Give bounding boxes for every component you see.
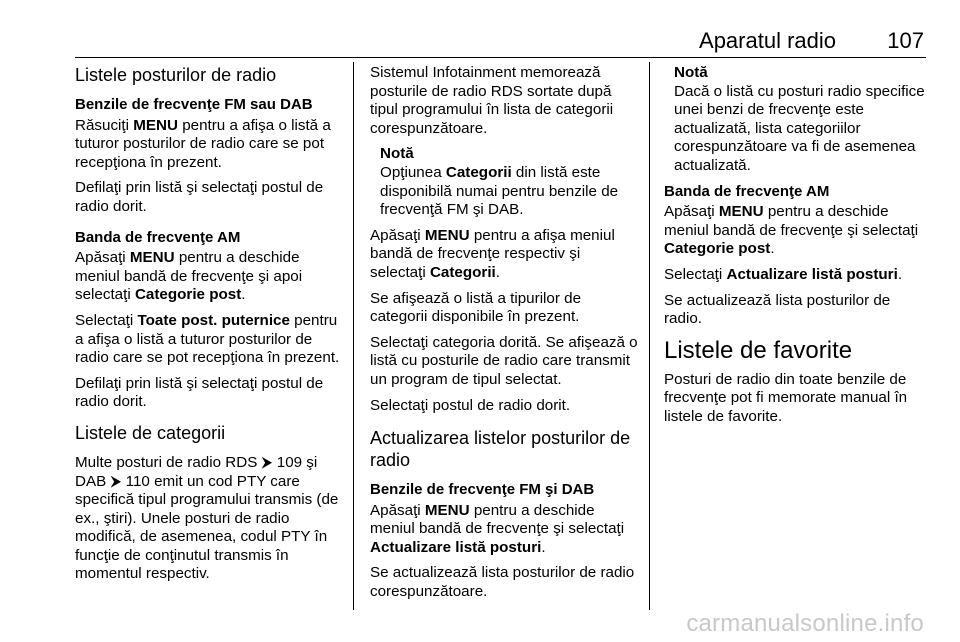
paragraph: Apăsaţi MENU pentru a afişa meniul bandă de frecvenţe respectiv şi selectaţi Categorii. xyxy=(370,226,615,281)
subheading: Banda de frecvenţe AM xyxy=(75,228,241,246)
paragraph: Se actualizează lista posturilor de radio. xyxy=(664,291,891,328)
note-title: Notă xyxy=(380,145,414,163)
paragraph: Defilaţi prin listă şi selectaţi postul de radio dorit. xyxy=(75,179,324,215)
paragraph: Se actualizează lista posturilor de radio corespunzătoare. xyxy=(370,564,635,601)
watermark: carmanualsonline.info xyxy=(686,610,924,637)
paragraph: Selectaţi Toate post. puternice pentru a afişa o listă a tuturor posturilor de radio care se pot recepţiona în prezent. xyxy=(75,311,340,367)
header-rule xyxy=(75,57,926,58)
paragraph: Apăsaţi MENU pentru a deschide meniul bandă de frecvenţe şi selectaţi Categorie post. xyxy=(664,203,919,258)
column-3 xyxy=(664,64,930,434)
note-box: Notă Opţiunea Categorii din listă este disponibilă numai pentru benzile de frecvenţă FM şi DAB. xyxy=(380,145,638,219)
paragraph: Răsuciţi MENU pentru a afişa o listă a tuturor posturilor de radio care se pot recepţiona în prezent. xyxy=(75,116,331,171)
note-title: Notă xyxy=(674,64,708,81)
subheading: Benzile de frecvenţe FM sau DAB xyxy=(75,96,313,113)
section-heading: Actualizarea listelor posturilor de radio xyxy=(370,428,631,471)
header-title: Aparatul radio xyxy=(699,28,836,53)
paragraph: Selectaţi categoria dorită. Se afişează o listă cu posturile de radio care transmit un program de tipul selectat. xyxy=(370,333,638,388)
paragraph: Selectaţi postul de radio dorit. xyxy=(370,396,571,414)
paragraph: Apăsaţi MENU pentru a deschide meniul bandă de frecvenţe şi apoi selectaţi Categorie post. xyxy=(75,249,303,304)
paragraph: Selectaţi Actualizare listă posturi. xyxy=(664,265,903,283)
paragraph: Posturi de radio din toate benzile de frecvenţe pot fi memorate manual în listele de favorite. xyxy=(664,370,908,425)
column-2 xyxy=(370,64,638,609)
paragraph: Multe posturi de radio RDS ⮞ 109 şi DAB ⮞ 110 emit un cod PTY care specifică tipul programului transmis (de ex., ştiri). Unele posturi de radio modifică, de asemenea, codul PTY în funcţie de conţinutul transmis în momentul respectiv. xyxy=(75,453,339,583)
column-divider-2 xyxy=(649,62,650,610)
paragraph: Sistemul Infotainment memorează posturile de radio RDS sortate după tipul programului în lista de categorii corespunzătoare. xyxy=(370,64,614,137)
subheading: Banda de frecvenţe AM xyxy=(664,182,830,200)
paragraph: Defilaţi prin listă şi selectaţi postul de radio dorit. xyxy=(75,374,324,411)
note-box: Notă Dacă o listă cu posturi radio specifice unei benzi de frecvenţe este actualizată, lista categoriilor corespunzătoare va fi de asemenea actualizată. xyxy=(674,64,930,176)
section-heading: Listele de categorii xyxy=(75,422,226,443)
column-divider-1 xyxy=(353,62,354,610)
paragraph: Apăsaţi MENU pentru a deschide meniul bandă de frecvenţe şi selectaţi Actualizare listă posturi. xyxy=(370,501,625,556)
subheading: Benzile de frecvenţe FM şi DAB xyxy=(370,481,595,499)
column-1 xyxy=(75,64,345,591)
section-heading: Listele de favorite xyxy=(664,336,853,364)
paragraph: Se afişează o listă a tipurilor de categorii disponibile în prezent. xyxy=(370,289,582,326)
page-number: 107 xyxy=(887,28,924,53)
section-heading: Listele posturilor de radio xyxy=(75,65,277,85)
